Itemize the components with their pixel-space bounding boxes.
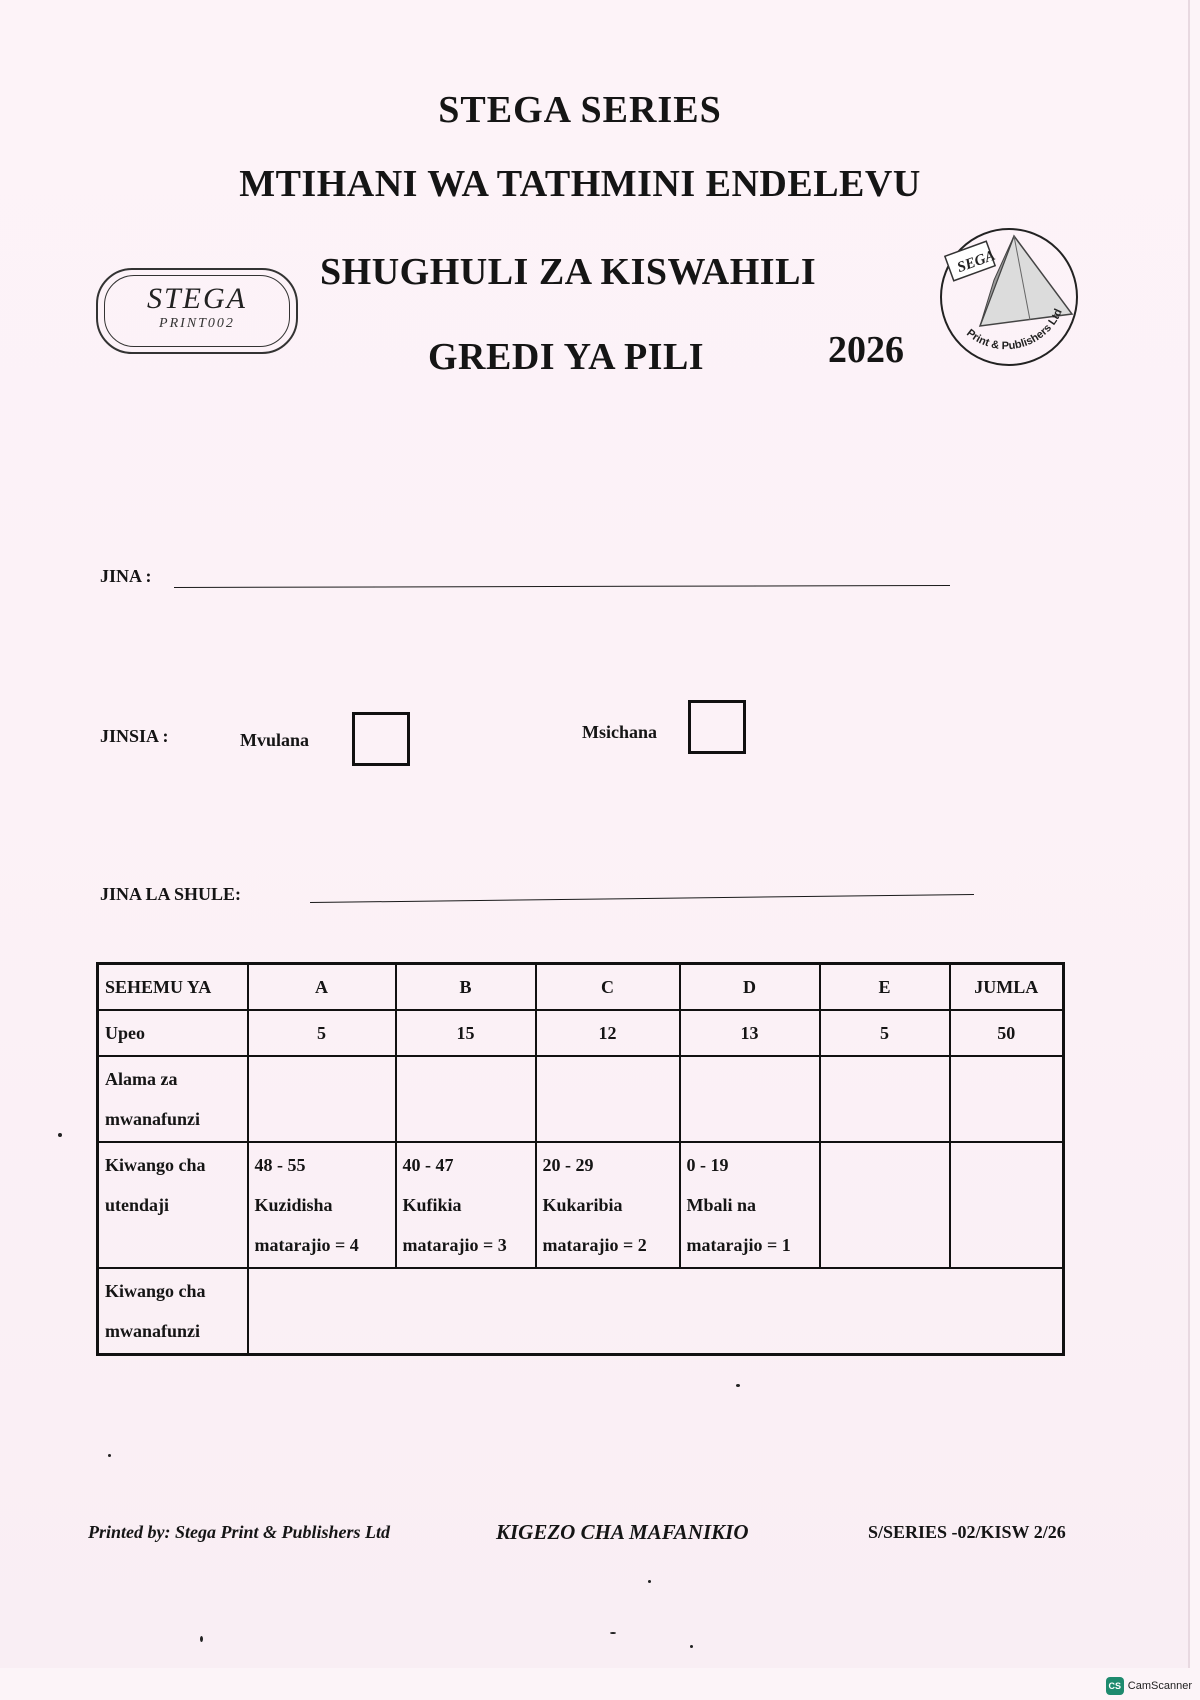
header-cell: B xyxy=(396,964,536,1011)
scan-speck xyxy=(648,1580,651,1583)
header-cell: E xyxy=(820,964,950,1011)
row-label: Kiwango cha mwanafunzi xyxy=(98,1268,248,1355)
row-label: Upeo xyxy=(98,1010,248,1056)
student-marks-row xyxy=(98,1056,1064,1142)
school-label: JINA LA SHULE: xyxy=(100,884,242,904)
stamp-brand: STEGA xyxy=(147,282,247,315)
camscanner-logo-icon: CS xyxy=(1106,1677,1124,1695)
svg-text:Print & Publishers Ltd: Print & Publishers Ltd xyxy=(964,307,1065,353)
marks-entry-cell[interactable] xyxy=(396,1056,536,1142)
stega-print-stamp xyxy=(96,268,298,354)
empty-cell xyxy=(820,1142,950,1268)
scan-speck xyxy=(108,1454,111,1457)
marks-entry-cell[interactable] xyxy=(950,1056,1064,1142)
name-line[interactable] xyxy=(174,585,950,588)
printed-by: Printed by: Stega Print & Publishers Ltd xyxy=(88,1522,391,1542)
level-cell: 20 - 29 Kukaribia matarajio = 2 xyxy=(536,1142,680,1268)
gender-label: JINSIA : xyxy=(100,726,169,746)
header-cell: A xyxy=(248,964,396,1011)
header-cell: D xyxy=(680,964,820,1011)
boy-checkbox[interactable] xyxy=(352,712,410,766)
series-title: STEGA SERIES xyxy=(438,89,722,131)
marks-table xyxy=(96,962,1065,1356)
exam-year: 2026 xyxy=(828,329,904,371)
template-title: KIGEZO CHA MAFANIKIO xyxy=(496,1520,749,1544)
performance-level-row xyxy=(98,1142,1064,1268)
row-label: Kiwango cha utendaji xyxy=(98,1142,248,1268)
header-cell: JUMLA xyxy=(950,964,1064,1011)
max-marks-cell: 13 xyxy=(680,1010,820,1056)
marks-entry-cell[interactable] xyxy=(536,1056,680,1142)
marks-entry-cell[interactable] xyxy=(248,1056,396,1142)
stamp-code: PRINT002 xyxy=(159,316,235,331)
header-cell: SEHEMU YA xyxy=(98,964,248,1011)
camscanner-label: CamScanner xyxy=(1127,1680,1192,1692)
publisher-seal-logo xyxy=(934,222,1084,372)
level-cell: 0 - 19 Mbali na matarajio = 1 xyxy=(680,1142,820,1268)
student-level-row xyxy=(98,1268,1064,1355)
marks-entry-cell[interactable] xyxy=(820,1056,950,1142)
max-marks-cell: 5 xyxy=(820,1010,950,1056)
level-cell: 48 - 55 Kuzidisha matarajio = 4 xyxy=(248,1142,396,1268)
table-header-row xyxy=(98,964,1064,1011)
max-marks-cell: 12 xyxy=(536,1010,680,1056)
girl-label: Msichana xyxy=(582,722,658,742)
header-cell: C xyxy=(536,964,680,1011)
grade-title: GREDI YA PILI xyxy=(428,336,705,378)
max-marks-cell: 5 xyxy=(248,1010,396,1056)
scan-speck xyxy=(610,1632,616,1634)
girl-checkbox[interactable] xyxy=(688,700,746,754)
camscanner-watermark xyxy=(1106,1676,1192,1696)
exam-title: MTIHANI WA TATHMINI ENDELEVU xyxy=(239,163,921,205)
school-line[interactable] xyxy=(310,894,974,903)
level-cell: 40 - 47 Kufikia matarajio = 3 xyxy=(396,1142,536,1268)
scan-speck xyxy=(690,1645,693,1648)
row-label: Alama za mwanafunzi xyxy=(98,1056,248,1142)
scan-speck xyxy=(200,1636,203,1642)
name-label: JINA : xyxy=(100,566,152,586)
subject-title: SHUGHULI ZA KISWAHILI xyxy=(320,251,817,293)
scan-speck xyxy=(736,1384,740,1387)
max-marks-cell: 15 xyxy=(396,1010,536,1056)
empty-cell xyxy=(950,1142,1064,1268)
marks-entry-cell[interactable] xyxy=(680,1056,820,1142)
svg-text:SEGA: SEGA xyxy=(955,247,998,277)
student-level-entry[interactable] xyxy=(248,1268,1064,1355)
boy-label: Mvulana xyxy=(240,730,310,750)
series-code: S/SERIES -02/KISW 2/26 xyxy=(868,1522,1066,1542)
upeo-row xyxy=(98,1010,1064,1056)
scan-speck xyxy=(58,1133,62,1137)
max-marks-cell: 50 xyxy=(950,1010,1064,1056)
